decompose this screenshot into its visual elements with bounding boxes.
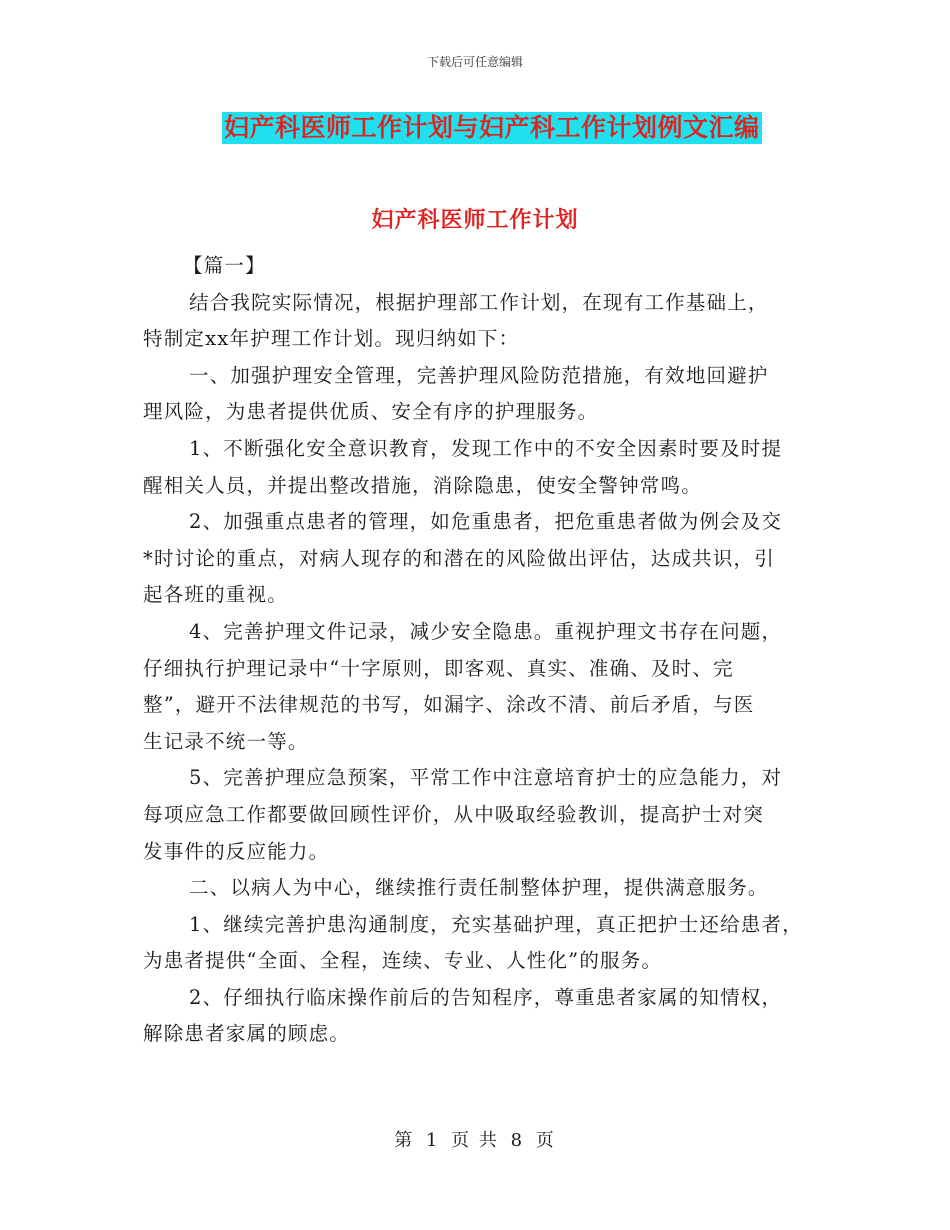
sub-title: 妇产科医师工作计划 <box>371 207 579 233</box>
paragraph-2 <box>143 358 818 431</box>
paragraph-line: 起各班的重视。 <box>143 583 288 607</box>
section-label: 【篇一】 <box>183 254 266 277</box>
paragraph-3 <box>143 431 818 504</box>
header-note: 下载后可任意编辑 <box>426 55 523 69</box>
paragraph-line: 结合我院实际情况，根据护理部工作计划，在现有工作基础上， <box>189 290 769 314</box>
paragraph-8 <box>143 907 818 980</box>
paragraph-line: 2、加强重点患者的管理，如危重患者，把危重患者做为例会及交 <box>189 510 783 534</box>
total-pages: 8 <box>510 1130 525 1151</box>
paragraph-line: 2、仔细执行临床操作前后的告知程序，尊重患者家属的知情权， <box>189 985 783 1009</box>
footer-suffix: 页 <box>535 1130 556 1151</box>
paragraph-line: 每项应急工作都要做回顾性评价，从中吸取经验教训，提高护士对突 <box>143 802 765 826</box>
paragraph-line: 一、加强护理安全管理，完善护理风险防范措施，有效地回避护 <box>189 363 769 387</box>
footer-middle: 页 共 <box>451 1130 499 1151</box>
paragraph-5 <box>143 614 818 760</box>
paragraph-line: 1、不断强化安全意识教育，发现工作中的不安全因素时要及时提 <box>189 436 783 460</box>
paragraph-line: 发事件的反应能力。 <box>143 839 330 863</box>
paragraph-1 <box>143 285 818 358</box>
paragraph-7 <box>143 870 818 907</box>
current-page-number: 1 <box>425 1130 440 1151</box>
paragraph-line: 4、完善护理文件记录，减少安全隐患。重视护理文书存在问题， <box>189 619 783 643</box>
paragraph-line: 5、完善护理应急预案，平常工作中注意培育护士的应急能力，对 <box>189 766 783 790</box>
page-footer <box>0 1126 950 1152</box>
paragraph-line: 醒相关人员，并提出整改措施，消除隐患，使安全警钟常鸣。 <box>143 473 702 497</box>
paragraph-4 <box>143 504 818 614</box>
paragraph-line: 整”，避开不法律规范的书写，如漏字、涂改不清、前后矛盾，与医 <box>143 693 755 717</box>
paragraph-line: 生记录不统一等。 <box>143 729 309 753</box>
paragraph-line: 理风险，为患者提供优质、安全有序的护理服务。 <box>143 400 599 424</box>
document-body <box>143 248 818 1053</box>
paragraph-9 <box>143 980 818 1053</box>
paragraph-line: 1、继续完善护患沟通制度，充实基础护理，真正把护士还给患者， <box>189 912 803 936</box>
main-title: 妇产科医师工作计划与妇产科工作计划例文汇编 <box>224 113 760 142</box>
paragraph-line: *时讨论的重点，对病人现存的和潜在的风险做出评估，达成共识，引 <box>143 546 775 570</box>
paragraph-line: 特制定xx年护理工作计划。现归纳如下： <box>143 327 520 351</box>
paragraph-line: 仔细执行护理记录中“十字原则，即客观、真实、准确、及时、完 <box>143 656 734 680</box>
paragraph-line: 为患者提供“全面、全程，连续、专业、人性化”的服务。 <box>143 949 663 973</box>
footer-prefix: 第 <box>394 1130 415 1151</box>
paragraph-6 <box>143 760 818 870</box>
paragraph-line: 解除患者家属的顾虑。 <box>143 1022 351 1046</box>
paragraph-line: 二、以病人为中心，继续推行责任制整体护理，提供满意服务。 <box>189 876 769 900</box>
